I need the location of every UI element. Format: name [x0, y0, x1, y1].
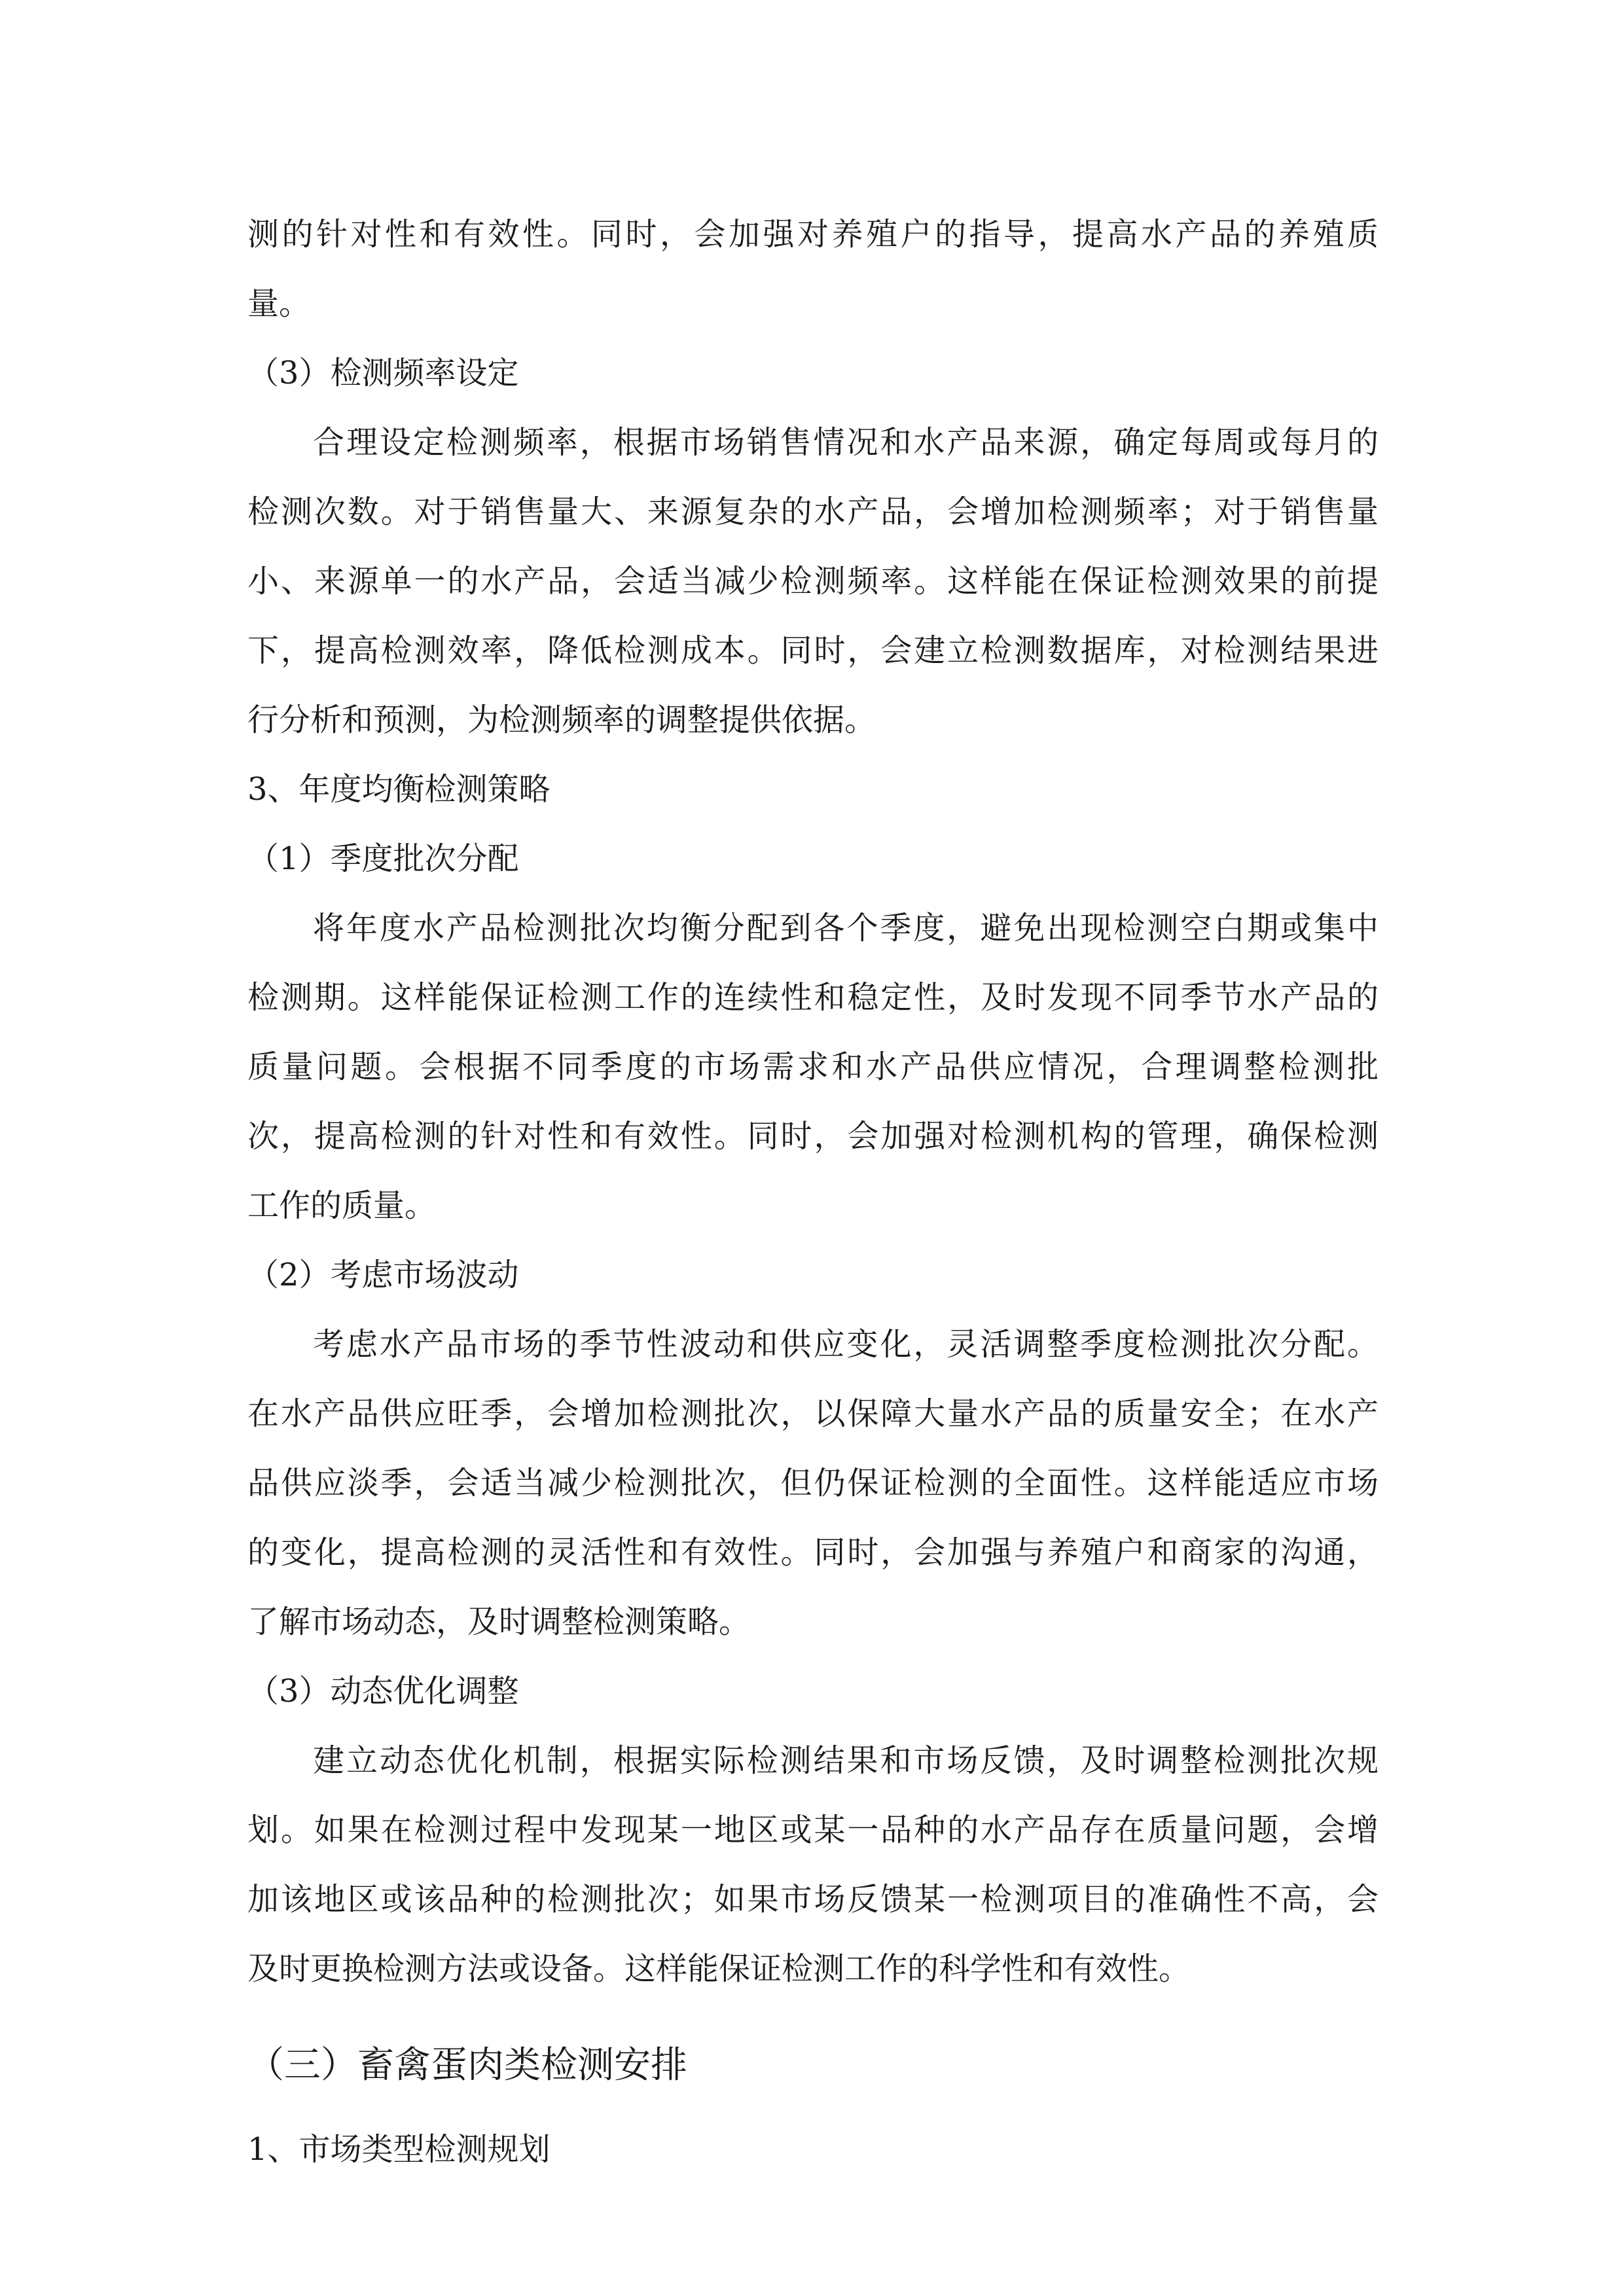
body-text-line: 的变化，提高检测的灵活性和有效性。同时，会加强与养殖户和商家的沟通，: [247, 1534, 1379, 1571]
subheading-dynamic-optimization: （3）动态优化调整: [247, 1673, 519, 1710]
body-text-line: 合理设定检测频率，根据市场销售情况和水产品来源，确定每周或每月的: [313, 424, 1379, 461]
body-text-line: 加该地区或该品种的检测批次；如果市场反馈某一检测项目的准确性不高，会: [247, 1881, 1379, 1918]
subheading-quarterly-batch: （1）季度批次分配: [247, 840, 519, 877]
body-text-line: 了解市场动态，及时调整检测策略。: [247, 1604, 751, 1640]
body-text-line: 量。: [247, 285, 311, 322]
subheading-market-fluctuation: （2）考虑市场波动: [247, 1257, 519, 1293]
body-text-line: 行分析和预测，为检测频率的调整提供依据。: [247, 702, 876, 738]
body-text-line: 考虑水产品市场的季节性波动和供应变化，灵活调整季度检测批次分配。: [313, 1326, 1379, 1363]
subsection-title-market-type: 1、市场类型检测规划: [247, 2131, 550, 2168]
body-text-line: 质量问题。会根据不同季度的市场需求和水产品供应情况，合理调整检测批: [247, 1049, 1379, 1085]
subheading-detection-frequency: （3）检测频率设定: [247, 355, 519, 391]
body-text-line: 品供应淡季，会适当减少检测批次，但仍保证检测的全面性。这样能适应市场: [247, 1465, 1379, 1501]
body-text-line: 划。如果在检测过程中发现某一地区或某一品种的水产品存在质量问题，会增: [247, 1812, 1379, 1848]
body-text-line: 工作的质量。: [247, 1187, 437, 1224]
body-text-line: 将年度水产品检测批次均衡分配到各个季度，避免出现检测空白期或集中: [313, 910, 1379, 946]
page-content: [247, 200, 1379, 2184]
body-text-line: 及时更换检测方法或设备。这样能保证检测工作的科学性和有效性。: [247, 1950, 1191, 1987]
body-text-line: 建立动态优化机制，根据实际检测结果和市场反馈，及时调整检测批次规: [313, 1742, 1379, 1779]
body-text-line: 检测次数。对于销售量大、来源复杂的水产品，会增加检测频率；对于销售量: [247, 493, 1379, 530]
section-title-livestock: （三）畜禽蛋肉类检测安排: [247, 2044, 687, 2087]
body-text-line: 下，提高检测效率，降低检测成本。同时，会建立检测数据库，对检测结果进: [247, 632, 1379, 669]
body-text-line: 检测期。这样能保证检测工作的连续性和稳定性，及时发现不同季节水产品的: [247, 979, 1379, 1016]
body-text-line: 在水产品供应旺季，会增加检测批次，以保障大量水产品的质量安全；在水产: [247, 1395, 1379, 1432]
heading-annual-balanced-strategy: 3、年度均衡检测策略: [247, 771, 550, 808]
body-text-line: 小、来源单一的水产品，会适当减少检测频率。这样能在保证检测效果的前提: [247, 563, 1379, 600]
body-text-line: 次，提高检测的针对性和有效性。同时，会加强对检测机构的管理，确保检测: [247, 1118, 1379, 1155]
body-text-line: 测的针对性和有效性。同时，会加强对养殖户的指导，提高水产品的养殖质: [247, 216, 1379, 253]
